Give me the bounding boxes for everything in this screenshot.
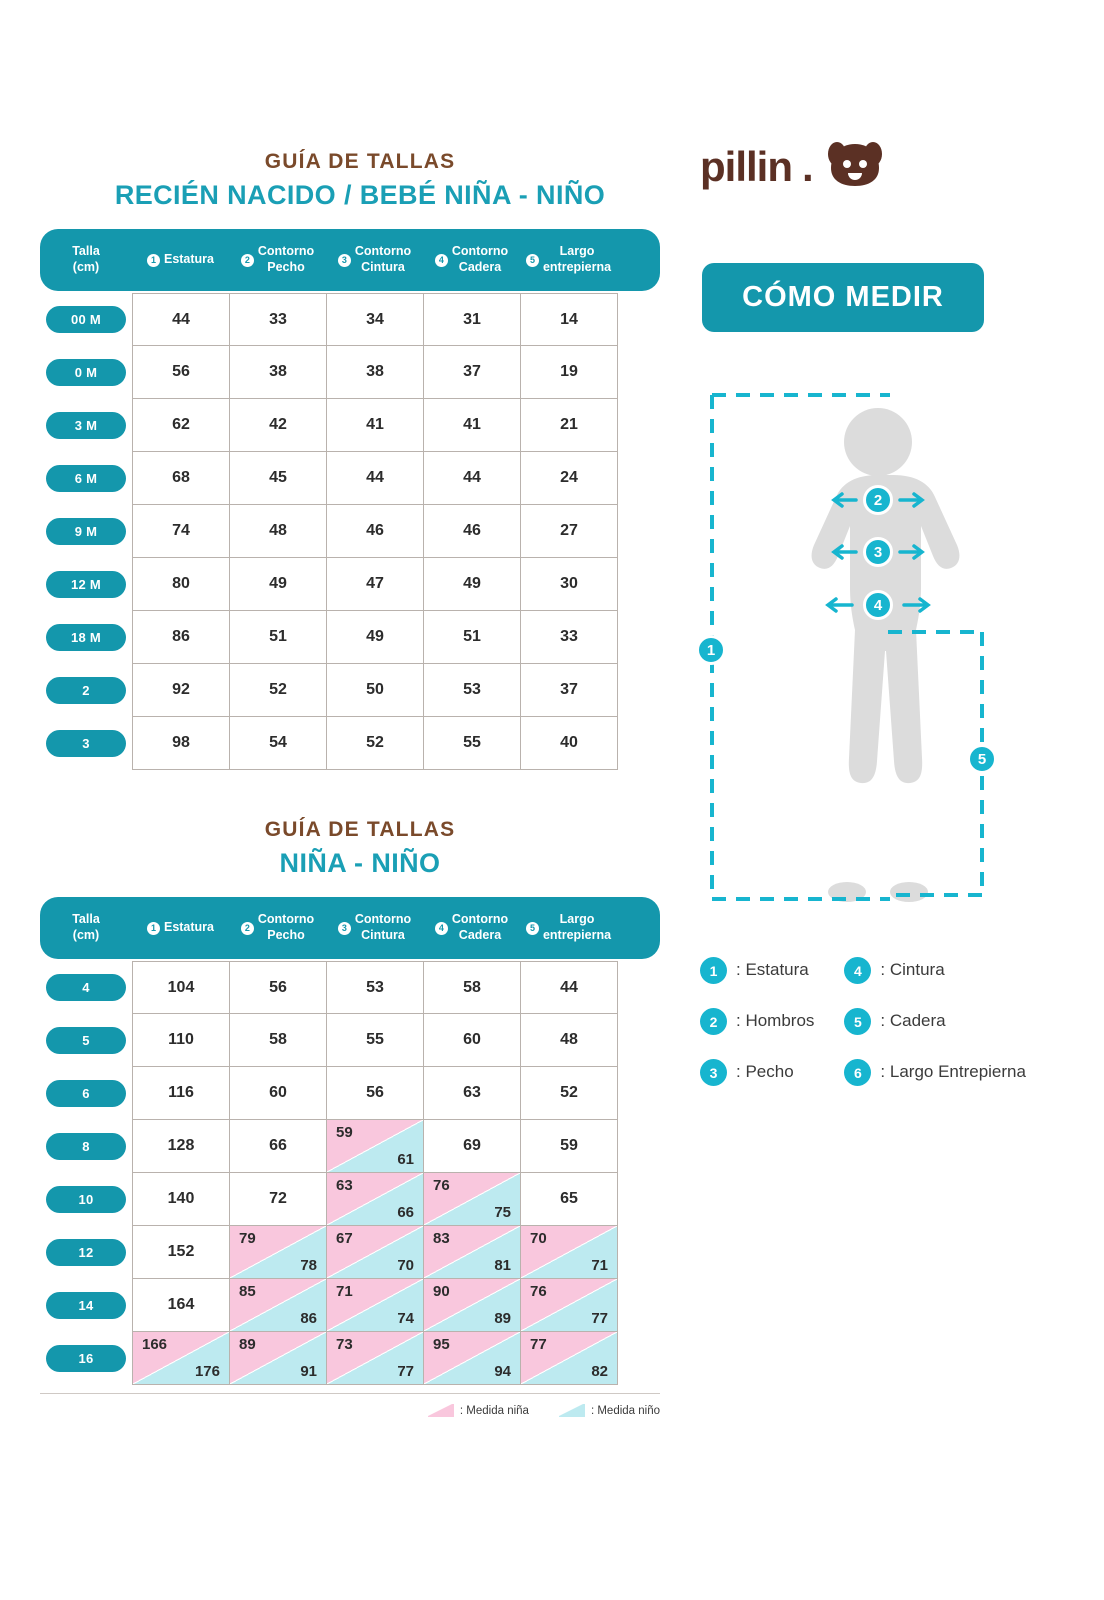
table-cell: 52	[230, 664, 327, 717]
table-cells	[132, 452, 680, 505]
girl-value: 73	[336, 1336, 353, 1353]
size-pill-label: 5	[46, 1027, 126, 1054]
table-cell: 86	[133, 611, 230, 664]
table-cells	[132, 1014, 680, 1067]
table-cell: 69	[424, 1120, 521, 1173]
size-pill-label: 6	[46, 1080, 126, 1107]
boy-value: 77	[591, 1310, 608, 1327]
size-pill-label: 10	[46, 1186, 126, 1213]
table-row	[40, 611, 680, 664]
girl-value: 79	[239, 1230, 256, 1247]
table-cell: 53	[327, 961, 424, 1014]
table-cell: 55	[327, 1014, 424, 1067]
reference-label-2: : Hombros	[736, 1011, 815, 1030]
size-pill-label: 12 M	[46, 571, 126, 598]
table-cell: 104	[133, 961, 230, 1014]
girl-value: 85	[239, 1283, 256, 1300]
table-cell: 27	[521, 505, 618, 558]
measurement-figure	[700, 387, 1060, 917]
table-cell: 38	[327, 346, 424, 399]
boy-value: 176	[194, 1363, 220, 1380]
table-cell: 40	[521, 717, 618, 770]
size-pill-label: 8	[46, 1133, 126, 1160]
table-row	[40, 346, 680, 399]
table-cells	[132, 505, 680, 558]
table-row	[40, 1120, 680, 1173]
table-cell: 58	[424, 961, 521, 1014]
figure-badge-4: 4	[863, 590, 893, 620]
size-pill-label: 16	[46, 1345, 126, 1372]
table-cell: 98	[133, 717, 230, 770]
table-cell: 24	[521, 452, 618, 505]
legend-boy-swatch-icon	[559, 1404, 585, 1417]
table-row	[40, 1279, 680, 1332]
table-cell: 46	[424, 505, 521, 558]
how-to-measure-title: CÓMO MEDIR	[702, 263, 984, 332]
girl-value: 59	[336, 1124, 353, 1141]
table-newborn	[40, 229, 680, 770]
reference-item-3	[700, 1059, 814, 1086]
table-cell: 52	[521, 1067, 618, 1120]
table-cell: 42	[230, 399, 327, 452]
table-cell: 44	[327, 452, 424, 505]
reference-badge-1-icon: 1	[700, 957, 727, 984]
section2-subtitle: GUÍA DE TALLAS	[264, 818, 456, 841]
header-largo-entrepierna: 5 Largo entrepierna	[520, 912, 617, 943]
girl-value: 67	[336, 1230, 353, 1247]
size-pill-label: 00 M	[46, 306, 126, 333]
table-row	[40, 1067, 680, 1120]
table-cell-split	[424, 1173, 521, 1226]
table-cell: 63	[424, 1067, 521, 1120]
boy-value: 71	[591, 1257, 608, 1274]
table-cell: 14	[521, 293, 618, 346]
how-to-measure-column	[700, 140, 1070, 1086]
table-cells	[132, 1279, 680, 1332]
table-cell-split	[327, 1332, 424, 1385]
section2-title	[40, 818, 680, 879]
girl-value: 63	[336, 1177, 353, 1194]
table-cells	[132, 1067, 680, 1120]
table-cell: 51	[424, 611, 521, 664]
size-pill	[40, 1120, 132, 1173]
badge-4-icon: 4	[435, 922, 448, 935]
table-cell: 44	[424, 452, 521, 505]
reference-column-right	[844, 957, 1026, 1086]
size-pill	[40, 505, 132, 558]
badge-2-icon: 2	[241, 922, 254, 935]
table-cell-split	[230, 1279, 327, 1332]
boy-value: 81	[494, 1257, 511, 1274]
badge-1-icon: 1	[147, 922, 160, 935]
table-cell: 56	[133, 346, 230, 399]
header-contorno-pecho: 2 Contorno Pecho	[229, 244, 326, 275]
boy-value: 89	[494, 1310, 511, 1327]
size-pill	[40, 1014, 132, 1067]
table-cell-split	[230, 1332, 327, 1385]
table-cell: 54	[230, 717, 327, 770]
table-cell: 60	[230, 1067, 327, 1120]
boy-value: 75	[494, 1204, 511, 1221]
table-cell: 47	[327, 558, 424, 611]
badge-3-icon: 3	[338, 254, 351, 267]
reference-label-6: : Largo Entrepierna	[880, 1062, 1026, 1081]
table-cell: 19	[521, 346, 618, 399]
size-pill-label: 0 M	[46, 359, 126, 386]
table-cell: 44	[133, 293, 230, 346]
table-cells	[132, 717, 680, 770]
table-cell: 140	[133, 1173, 230, 1226]
table-cell-split	[327, 1226, 424, 1279]
table-cell: 48	[230, 505, 327, 558]
section1-main-title: RECIÉN NACIDO / BEBÉ NIÑA - NIÑO	[114, 180, 606, 210]
reference-item-5	[844, 1008, 1026, 1035]
table-cell-split	[424, 1332, 521, 1385]
table-cell: 45	[230, 452, 327, 505]
reference-badge-6-icon: 6	[844, 1059, 871, 1086]
boy-value: 77	[397, 1363, 414, 1380]
size-pill	[40, 1226, 132, 1279]
girl-value: 166	[142, 1336, 168, 1353]
table-row	[40, 1226, 680, 1279]
badge-5-icon: 5	[526, 254, 539, 267]
table-cell: 55	[424, 717, 521, 770]
figure-badge-2: 2	[863, 485, 893, 515]
table-cell: 56	[230, 961, 327, 1014]
girl-value: 83	[433, 1230, 450, 1247]
table-cell: 68	[133, 452, 230, 505]
table-cell: 34	[327, 293, 424, 346]
boy-value: 74	[397, 1310, 414, 1327]
girl-value: 76	[530, 1283, 547, 1300]
size-pill	[40, 346, 132, 399]
boy-value: 61	[397, 1151, 414, 1168]
table-row	[40, 1173, 680, 1226]
table-cell: 41	[327, 399, 424, 452]
size-pill-label: 3 M	[46, 412, 126, 439]
table-cell: 37	[424, 346, 521, 399]
table-cell: 59	[521, 1120, 618, 1173]
boy-value: 86	[300, 1310, 317, 1327]
table-cell-split	[521, 1226, 618, 1279]
table-cell-split	[327, 1120, 424, 1173]
table-row	[40, 505, 680, 558]
table-cell: 41	[424, 399, 521, 452]
reference-label-4: : Cintura	[880, 960, 945, 979]
girl-value: 95	[433, 1336, 450, 1353]
boy-value: 78	[300, 1257, 317, 1274]
table-cell: 51	[230, 611, 327, 664]
table-cells	[132, 558, 680, 611]
measure-legend	[40, 1393, 660, 1417]
table-cell: 49	[424, 558, 521, 611]
legend-girl-swatch-icon	[428, 1404, 454, 1417]
brand-logo	[700, 140, 1070, 193]
table-cells	[132, 1332, 680, 1385]
table-cell: 74	[133, 505, 230, 558]
reference-badge-2-icon: 2	[700, 1008, 727, 1035]
legend-boy-label: : Medida niño	[590, 1404, 660, 1417]
girl-value: 77	[530, 1336, 547, 1353]
section1-subtitle: GUÍA DE TALLAS	[264, 150, 456, 173]
table-cell: 164	[133, 1279, 230, 1332]
table-cells	[132, 611, 680, 664]
girl-value: 71	[336, 1283, 353, 1300]
section1-title	[40, 150, 680, 211]
table-cell: 31	[424, 293, 521, 346]
table-cells	[132, 293, 680, 346]
table-cells	[132, 346, 680, 399]
header-largo-entrepierna: 5 Largo entrepierna	[520, 244, 617, 275]
table-kids-body	[40, 961, 680, 1385]
size-pill	[40, 1067, 132, 1120]
brand-dot: .	[802, 142, 814, 190]
badge-2-icon: 2	[241, 254, 254, 267]
size-pill	[40, 293, 132, 346]
size-pill-label: 9 M	[46, 518, 126, 545]
reference-label-1: : Estatura	[736, 960, 809, 979]
figure-badge-1: 1	[696, 635, 726, 665]
size-pill-label: 18 M	[46, 624, 126, 651]
size-pill	[40, 1279, 132, 1332]
table-row	[40, 1332, 680, 1385]
size-pill	[40, 452, 132, 505]
section2-main-title: NIÑA - NIÑO	[279, 848, 441, 878]
table-cell: 116	[133, 1067, 230, 1120]
table-cell: 48	[521, 1014, 618, 1067]
table-cell-split	[133, 1332, 230, 1385]
size-pill	[40, 399, 132, 452]
header-contorno-pecho: 2 Contorno Pecho	[229, 912, 326, 943]
body-silhouette-icon	[700, 387, 1060, 917]
reference-item-4	[844, 957, 1026, 984]
table-cell: 30	[521, 558, 618, 611]
table-cells	[132, 1173, 680, 1226]
size-pill	[40, 961, 132, 1014]
puppy-logo-icon	[824, 140, 886, 193]
size-pill	[40, 1332, 132, 1385]
table-cell: 38	[230, 346, 327, 399]
table-row	[40, 664, 680, 717]
table-cell: 92	[133, 664, 230, 717]
size-pill-label: 2	[46, 677, 126, 704]
table-cell: 152	[133, 1226, 230, 1279]
table-cell: 53	[424, 664, 521, 717]
table-cell: 128	[133, 1120, 230, 1173]
table-cell: 33	[521, 611, 618, 664]
header-talla: Talla (cm)	[72, 244, 100, 274]
girl-value: 76	[433, 1177, 450, 1194]
table-kids-header-row	[40, 897, 660, 959]
table-cells	[132, 1226, 680, 1279]
table-cell: 65	[521, 1173, 618, 1226]
reference-label-3: : Pecho	[736, 1062, 794, 1081]
reference-badge-4-icon: 4	[844, 957, 871, 984]
table-cell: 58	[230, 1014, 327, 1067]
size-pill-label: 6 M	[46, 465, 126, 492]
size-pill	[40, 717, 132, 770]
table-cells	[132, 1120, 680, 1173]
girl-value: 89	[239, 1336, 256, 1353]
table-cell: 80	[133, 558, 230, 611]
badge-4-icon: 4	[435, 254, 448, 267]
table-cell: 62	[133, 399, 230, 452]
table-cell: 49	[327, 611, 424, 664]
table-cell-split	[521, 1279, 618, 1332]
reference-badge-3-icon: 3	[700, 1059, 727, 1086]
measurement-reference-list	[700, 957, 1070, 1086]
girl-value: 90	[433, 1283, 450, 1300]
table-row	[40, 293, 680, 346]
boy-value: 70	[397, 1257, 414, 1274]
table-cell: 66	[230, 1120, 327, 1173]
table-cell: 72	[230, 1173, 327, 1226]
table-cell: 44	[521, 961, 618, 1014]
size-pill-label: 3	[46, 730, 126, 757]
header-estatura: 1 Estatura	[132, 252, 229, 268]
header-talla: Talla (cm)	[72, 912, 100, 942]
boy-value: 94	[494, 1363, 511, 1380]
header-contorno-cadera: 4 Contorno Cadera	[423, 912, 520, 943]
brand-name: pillin	[700, 142, 792, 190]
table-row	[40, 399, 680, 452]
table-cell-split	[327, 1173, 424, 1226]
badge-3-icon: 3	[338, 922, 351, 935]
table-cell-split	[230, 1226, 327, 1279]
table-cell: 49	[230, 558, 327, 611]
table-cell: 21	[521, 399, 618, 452]
table-cell: 52	[327, 717, 424, 770]
size-pill	[40, 611, 132, 664]
table-cell-split	[424, 1226, 521, 1279]
table-row	[40, 961, 680, 1014]
table-cell-split	[327, 1279, 424, 1332]
header-estatura: 1 Estatura	[132, 920, 229, 936]
badge-1-icon: 1	[147, 254, 160, 267]
girl-value: 70	[530, 1230, 547, 1247]
table-cells	[132, 664, 680, 717]
size-pill	[40, 1173, 132, 1226]
table-cell: 33	[230, 293, 327, 346]
table-cells	[132, 399, 680, 452]
header-contorno-cintura: 3 Contorno Cintura	[326, 912, 423, 943]
size-pill	[40, 664, 132, 717]
table-newborn-header-row	[40, 229, 660, 291]
table-cell: 56	[327, 1067, 424, 1120]
table-row	[40, 452, 680, 505]
table-cell: 46	[327, 505, 424, 558]
size-pill-label: 4	[46, 974, 126, 1001]
table-cell: 50	[327, 664, 424, 717]
legend-girl-label: : Medida niña	[459, 1404, 529, 1417]
tables-column	[40, 150, 680, 1417]
reference-badge-5-icon: 5	[844, 1008, 871, 1035]
figure-badge-3: 3	[863, 537, 893, 567]
table-cells	[132, 961, 680, 1014]
figure-badge-5: 5	[967, 744, 997, 774]
table-row	[40, 1014, 680, 1067]
size-pill-label: 12	[46, 1239, 126, 1266]
table-cell-split	[424, 1279, 521, 1332]
reference-label-5: : Cadera	[880, 1011, 946, 1030]
table-newborn-body	[40, 293, 680, 770]
reference-item-6	[844, 1059, 1026, 1086]
table-row	[40, 558, 680, 611]
table-cell: 110	[133, 1014, 230, 1067]
reference-item-2	[700, 1008, 814, 1035]
boy-value: 91	[300, 1363, 317, 1380]
table-cell: 60	[424, 1014, 521, 1067]
reference-column-left	[700, 957, 814, 1086]
header-contorno-cadera: 4 Contorno Cadera	[423, 244, 520, 275]
badge-5-icon: 5	[526, 922, 539, 935]
boy-value: 66	[397, 1204, 414, 1221]
boy-value: 82	[591, 1363, 608, 1380]
reference-item-1	[700, 957, 814, 984]
table-cell-split	[521, 1332, 618, 1385]
size-pill-label: 14	[46, 1292, 126, 1319]
table-kids	[40, 897, 680, 1417]
table-row	[40, 717, 680, 770]
table-cell: 37	[521, 664, 618, 717]
size-pill	[40, 558, 132, 611]
header-contorno-cintura: 3 Contorno Cintura	[326, 244, 423, 275]
